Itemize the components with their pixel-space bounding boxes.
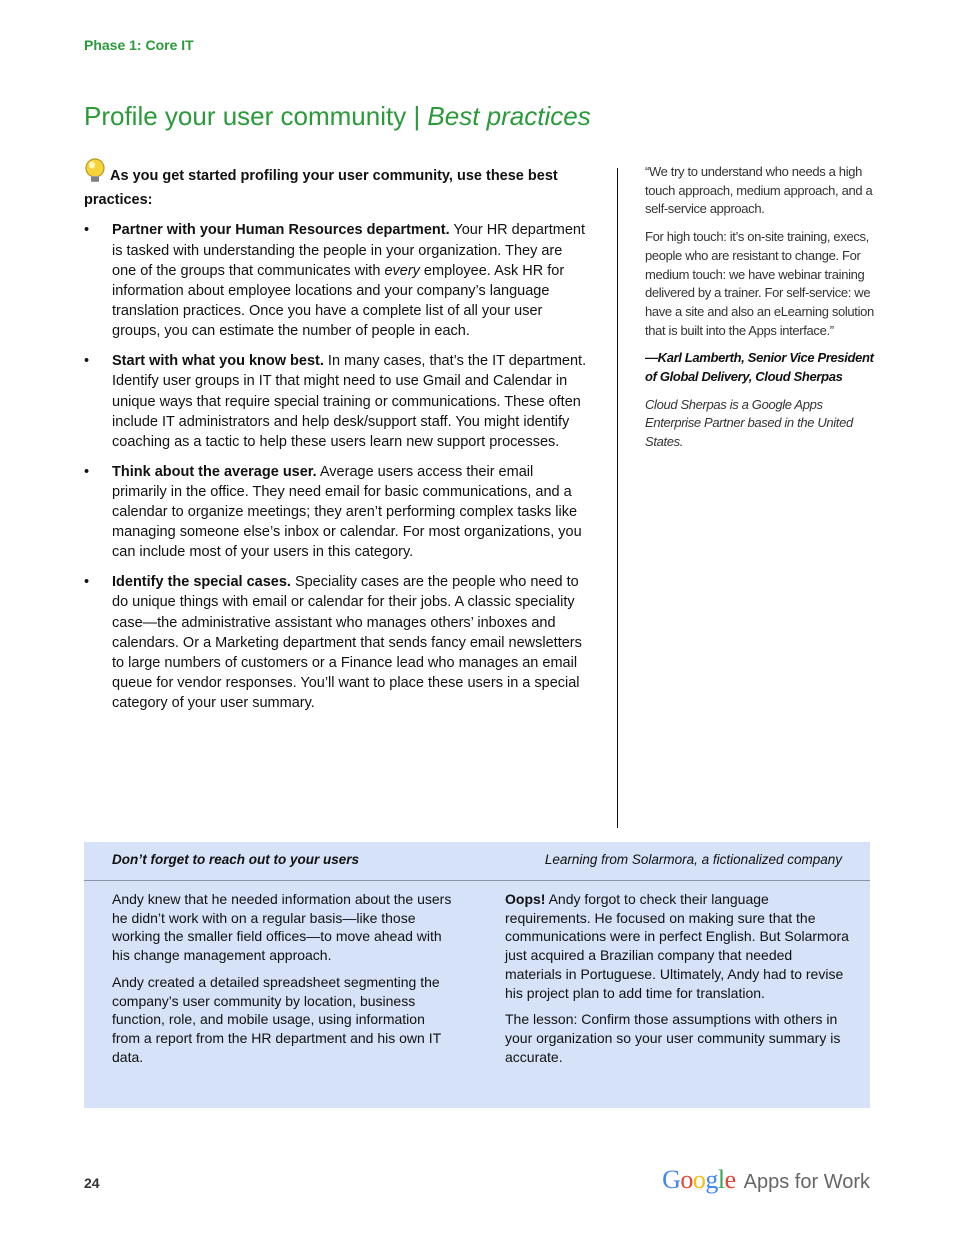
oops-label: Oops! [505,891,546,907]
item-emphasis: every [384,262,420,279]
product-name: Apps for Work [743,1171,870,1193]
best-practices-column [84,158,589,723]
callout-paragraph: The lesson: Confirm those assumptions with others in your organization so your user community summary is accurate. [505,1011,841,1065]
page-number: 24 [84,1175,100,1191]
bullet-marker: • [84,463,90,480]
callout-subheading: Learning from Solarmora, a fictionalized company [544,852,842,867]
callout-box [84,842,870,1108]
quote-paragraph: For high touch: it’s on-site training, execs, people who are resistant to change. For medium touch: we have webinar training delivered by a trainer. For self-service: we have a site and also an eLearning solution that is built into the Apps interface.” [645,229,874,338]
item-lead: Think about the average user. [112,463,317,480]
bullet-marker: • [84,353,90,370]
item-text: Speciality cases are the people who need to do unique things with email or calendar for their jobs. A classic speciality case—the administrative assistant who manages others’ inboxes and calendars. Or a Marketing department that sends fancy email newsletters to large numbers of customers or a Finance lead who manages an email queue for vendor responses. You’ll want to place these users in a special category of your user summary. [112,574,582,712]
section-label: Phase 1: Core IT [84,37,194,53]
item-text: Your HR department is tasked with understanding the people in your organization. They are one of the groups that communicates with [112,222,586,279]
title-emphasis: Best practices [427,101,591,131]
bullet-marker: • [84,222,90,239]
item-text: Average users access their email primarily in the office. They need email for basic communications, and a calendar to organize meetings; they aren’t performing complex tasks like managing someone else’s inbox or calendar. For most organizations, you can include most of your users in this category. [112,463,582,561]
list-item [84,462,589,563]
callout-left-column [112,890,452,1074]
list-item [84,220,589,341]
lightbulb-icon [84,158,106,190]
callout-paragraph: Andy knew that he needed information about the users he didn’t work with on a regular basis—like those working the smaller field offices—to move ahead with his change management approach. [112,891,452,964]
item-lead: Partner with your Human Resources department. [112,222,450,239]
item-text: In many cases, that’s the IT department. Identify user groups in IT that might need to use Gmail and Calendar in unique ways that require special training or communications. These often include IT administrators and help desk/support staff. You might identify coaching as a tactic to help these users learn new support processes. [112,353,587,450]
item-text-cont: employee. Ask HR for information about employee locations and your company’s language translation practices. Once you have a complete list of all your user groups, you can estimate the number of people in each. [112,262,565,340]
google-wordmark: Google [662,1165,736,1194]
bullet-marker: • [84,574,90,591]
quote-note: Cloud Sherpas is a Google Apps Enterprise Partner based in the United States. [645,396,853,450]
intro-paragraph [84,158,589,210]
quote-attribution: —Karl Lamberth, Senior Vice President of Global Delivery, Cloud Sherpas [645,350,874,385]
callout-paragraph [505,890,850,1002]
callout-right-column [505,890,850,1074]
callout-text: Andy forgot to check their language requirements. He focused on making sure that the communications were in perfect English. But Solarmora just acquired a Brazilian company that needed materials in Portuguese. Ultimately, Andy had to revise his project plan to add time for translation. [505,891,849,1001]
callout-paragraph: Andy created a detailed spreadsheet segmenting the company’s user community by location, business function, role, and mobile usage, using information from a report from the HR department and his own IT data. [112,973,441,1065]
item-lead: Identify the special cases. [112,574,291,591]
list-item [84,351,589,452]
page-title [84,101,591,132]
title-main: Profile your user community | [84,101,428,131]
quote-paragraph: “We try to understand who needs a high touch approach, medium approach, and a self-service approach. [645,164,873,217]
item-lead: Start with what you know best. [112,353,324,370]
intro-text: As you get started profiling your user community, use these best practices: [84,168,558,209]
best-practices-list [84,220,589,713]
list-item [84,572,589,713]
callout-header [84,842,870,881]
sidebar-quote [645,163,875,461]
google-apps-logo [662,1165,870,1195]
column-divider [617,168,618,828]
callout-heading: Don’t forget to reach out to your users [112,852,360,867]
